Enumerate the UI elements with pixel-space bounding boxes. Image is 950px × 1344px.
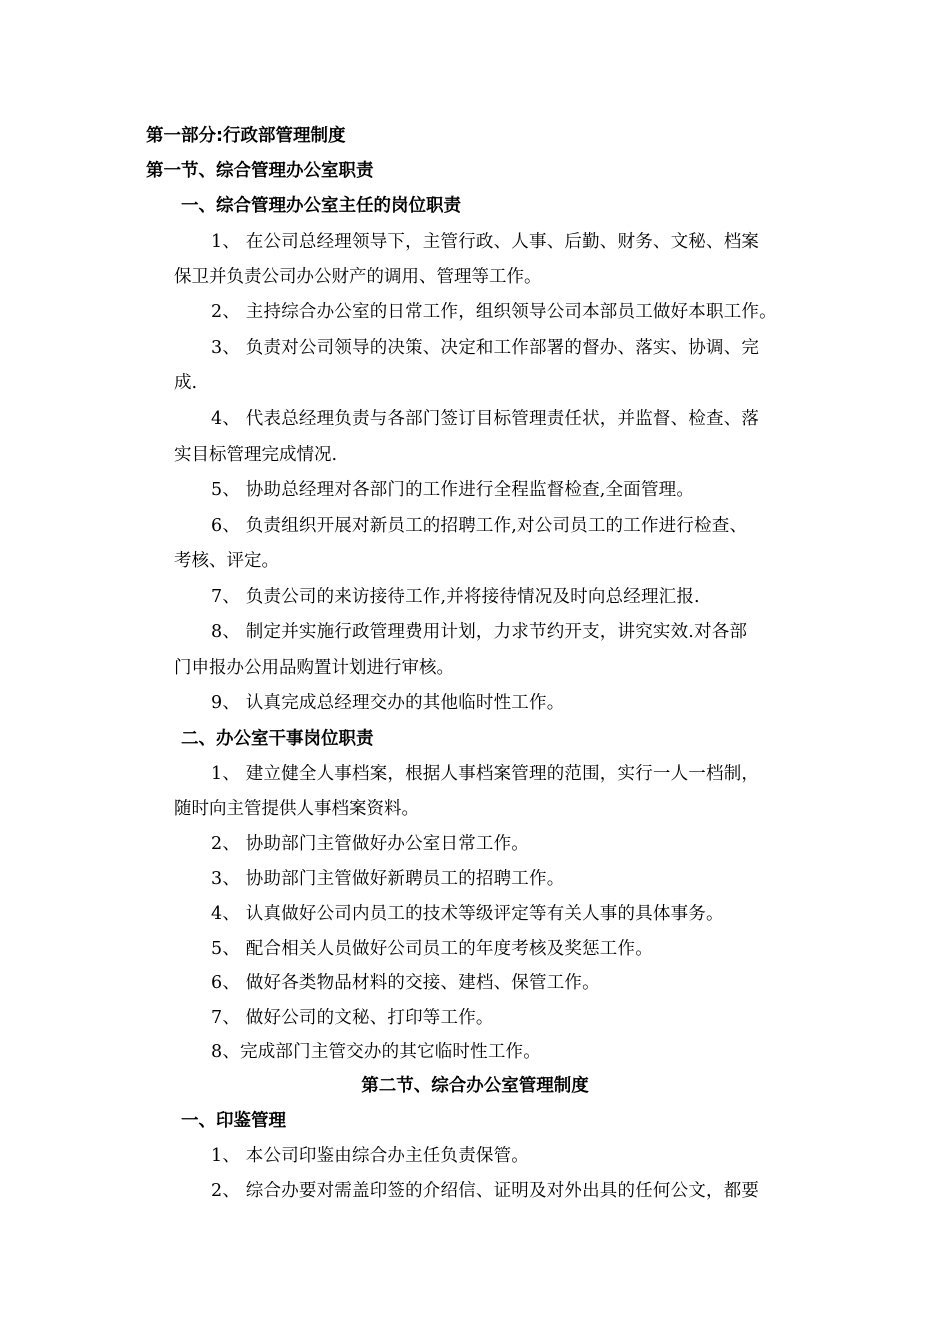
paragraph-line: 2、 综合办要对需盖印签的介绍信、证明及对外出具的任何公文，都要	[211, 1181, 760, 1201]
paragraph-line: 5、 配合相关人员做好公司员工的年度考核及奖惩工作。	[211, 939, 653, 959]
paragraph-line: 随时向主管提供人事档案资料。	[174, 799, 419, 819]
paragraph-line: 4、 代表总经理负责与各部门签订目标管理责任状，并监督、检查、落	[211, 409, 760, 429]
section-title-1: 第一节、综合管理办公室职责	[146, 161, 374, 181]
paragraph-line: 8、完成部门主管交办的其它临时性工作。	[211, 1042, 541, 1062]
paragraph-line: 3、 负责对公司领导的决策、决定和工作部署的督办、落实、协调、完	[211, 338, 760, 358]
paragraph-line: 6、 负责组织开展对新员工的招聘工作,对公司员工的工作进行检查、	[211, 516, 748, 536]
paragraph-line: 保卫并负责公司办公财产的调用、管理等工作。	[174, 267, 542, 287]
subsection-title-2: 二、办公室干事岗位职责	[181, 729, 374, 749]
paragraph-line: 7、 负责公司的来访接待工作,并将接待情况及时向总经理汇报.	[211, 587, 700, 607]
paragraph-line: 1、 在公司总经理领导下，主管行政、人事、后勤、财务、文秘、档案	[211, 232, 760, 252]
paragraph-line: 7、 做好公司的文秘、打印等工作。	[211, 1008, 494, 1028]
subsection-title-3: 一、印鉴管理	[181, 1111, 286, 1131]
part-title: 第一部分:行政部管理制度	[146, 126, 346, 146]
paragraph-line: 2、 主持综合办公室的日常工作，组织领导公司本部员工做好本职工作。	[211, 302, 777, 322]
paragraph-line: 2、 协助部门主管做好办公室日常工作。	[211, 834, 529, 854]
paragraph-line: 1、 本公司印鉴由综合办主任负责保管。	[211, 1146, 529, 1166]
subsection-title-1: 一、综合管理办公室主任的岗位职责	[181, 196, 461, 216]
paragraph-line: 1、 建立健全人事档案，根据人事档案管理的范围，实行一人一档制，	[211, 764, 760, 784]
paragraph-line: 考核、评定。	[174, 551, 279, 571]
section-title-2: 第二节、综合办公室管理制度	[361, 1076, 589, 1096]
paragraph-line: 4、 认真做好公司内员工的技术等级评定等有关人事的具体事务。	[211, 904, 724, 924]
paragraph-line: 3、 协助部门主管做好新聘员工的招聘工作。	[211, 869, 565, 889]
paragraph-line: 6、 做好各类物品材料的交接、建档、保管工作。	[211, 973, 600, 993]
paragraph-line: 8、 制定并实施行政管理费用计划，力求节约开支，讲究实效.对各部	[211, 622, 748, 642]
paragraph-line: 成.	[174, 373, 198, 393]
paragraph-line: 5、 协助总经理对各部门的工作进行全程监督检查,全面管理。	[211, 480, 695, 500]
paragraph-line: 门申报办公用品购置计划进行审核。	[174, 658, 454, 678]
paragraph-line: 9、 认真完成总经理交办的其他临时性工作。	[211, 693, 565, 713]
paragraph-line: 实目标管理完成情况.	[174, 445, 338, 465]
